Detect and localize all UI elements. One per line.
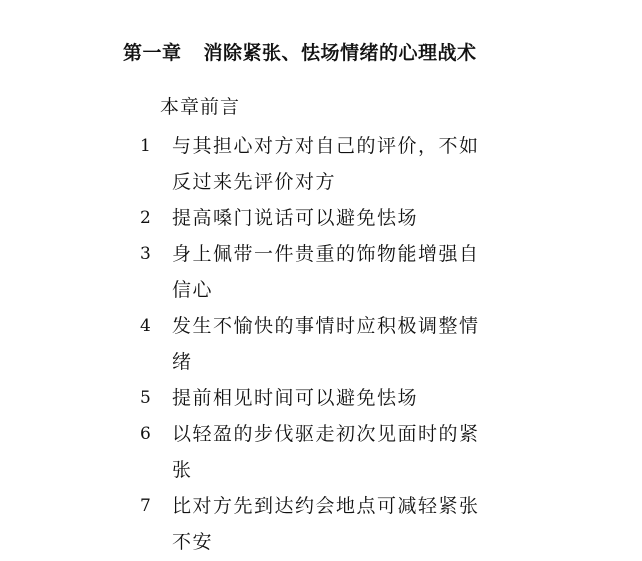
toc-item-number: 5 <box>140 388 151 408</box>
toc-item-number: 7 <box>140 496 151 516</box>
toc-item <box>140 380 480 416</box>
toc-item-line: 发生不愉快的事情时应积极调整情 <box>172 315 480 337</box>
toc-item-line: 信心 <box>172 279 214 301</box>
toc-item <box>140 488 480 560</box>
toc-item-line: 提前相见时间可以避免怯场 <box>172 387 419 409</box>
toc-item-number: 2 <box>140 208 151 228</box>
toc-item <box>140 236 480 308</box>
toc-item-line: 提高嗓门说话可以避免怯场 <box>172 207 419 229</box>
toc-item <box>140 416 480 488</box>
toc-item-line: 绪 <box>172 351 193 373</box>
toc-item-number: 4 <box>140 316 151 336</box>
toc-item-line: 张 <box>172 459 193 481</box>
chapter-title <box>123 38 477 65</box>
toc-item <box>140 128 480 200</box>
toc-item <box>140 308 480 380</box>
toc-item-line: 反过来先评价对方 <box>172 171 337 193</box>
toc-item-number: 1 <box>140 136 151 156</box>
chapter-title-text: 消除紧张、怯场情绪的心理战术 <box>203 42 477 64</box>
chapter-number: 第一章 <box>123 42 182 64</box>
toc-item <box>140 200 480 236</box>
toc-item-number: 6 <box>140 424 151 444</box>
toc-item-line: 比对方先到达约会地点可减轻紧张 <box>172 495 480 517</box>
preface-heading: 本章前言 <box>160 96 241 118</box>
toc-item-line: 以轻盈的步伐驱走初次见面时的紧 <box>172 423 480 445</box>
toc-list <box>140 128 480 560</box>
toc-item-number: 3 <box>140 244 151 264</box>
toc-item-line: 身上佩带一件贵重的饰物能增强自 <box>172 243 480 265</box>
toc-item-line: 与其担心对方对自己的评价，不如 <box>172 135 480 157</box>
toc-item-line: 不安 <box>172 531 214 553</box>
